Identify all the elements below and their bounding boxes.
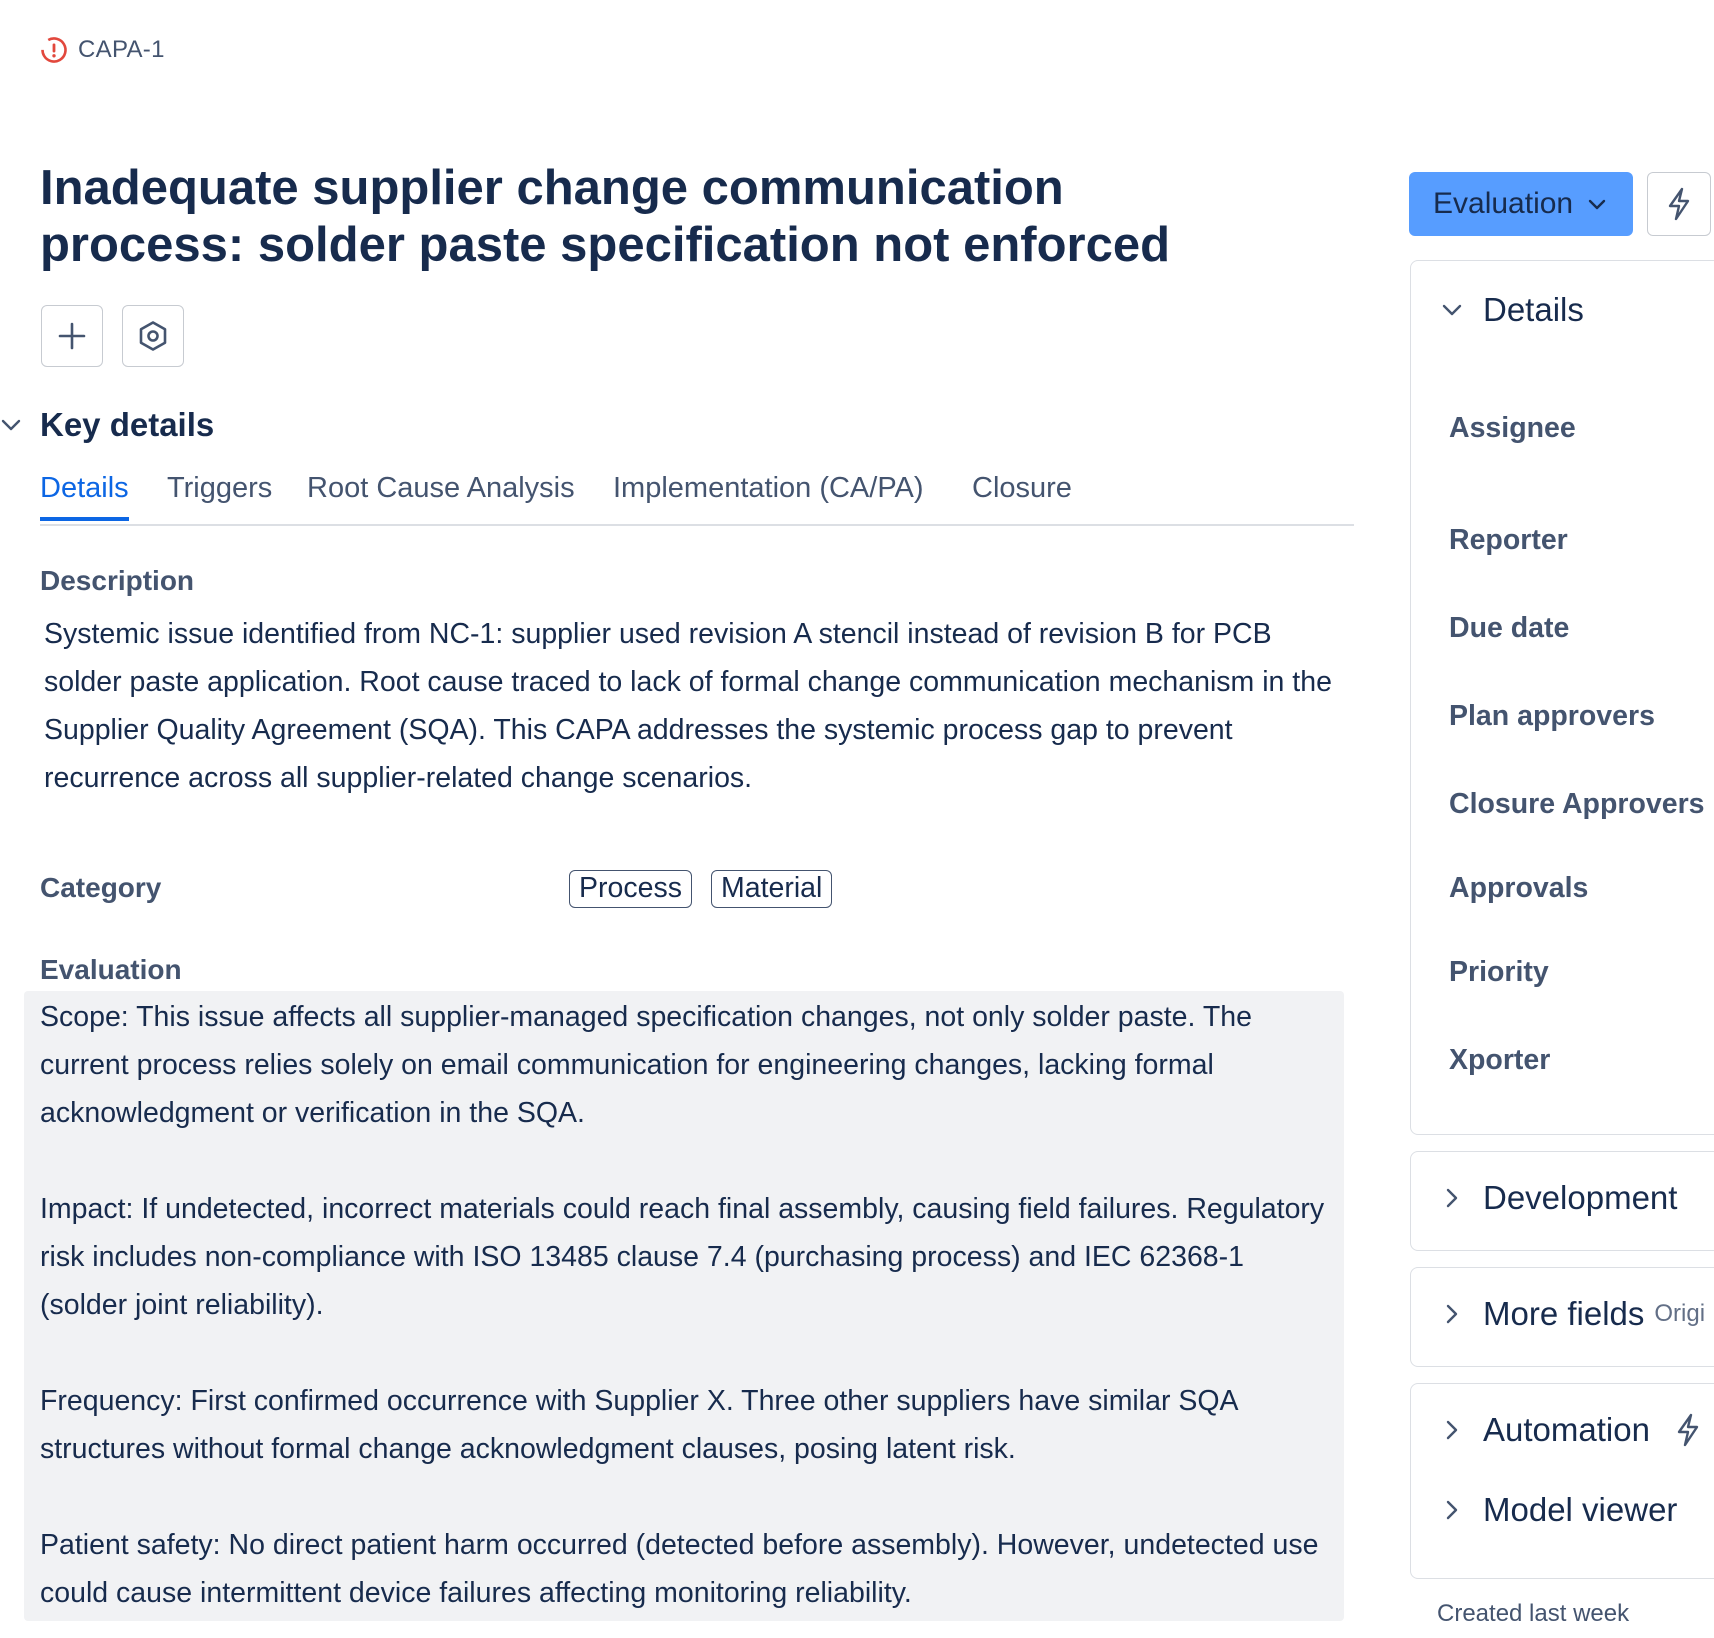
issue-title[interactable]: Inadequate supplier change communication process: solder paste specification not enforced — [40, 161, 1171, 272]
tab-triggers[interactable]: Triggers — [167, 472, 273, 504]
field-label-closure-approvers: Closure Approvers — [1449, 788, 1705, 820]
tab-root-cause-analysis[interactable]: Root Cause Analysis — [307, 472, 575, 504]
tab-list — [40, 470, 1354, 526]
chevron-right-icon — [1441, 1303, 1463, 1325]
tab-implementation[interactable]: Implementation (CA/PA) — [613, 472, 924, 504]
automation-panel-header[interactable] — [1441, 1411, 1702, 1449]
tab-details[interactable]: Details — [40, 472, 129, 521]
issue-type-icon — [40, 36, 68, 64]
chevron-down-icon — [1441, 299, 1463, 321]
more-fields-panel — [1410, 1267, 1714, 1367]
tab-closure[interactable]: Closure — [972, 472, 1072, 504]
more-fields-panel-title: More fields — [1483, 1295, 1645, 1332]
breadcrumb[interactable] — [40, 36, 165, 64]
chevron-right-icon — [1441, 1419, 1463, 1441]
automation-panel-title: Automation — [1483, 1411, 1650, 1448]
chevron-down-icon[interactable] — [0, 414, 22, 436]
field-label-assignee: Assignee — [1449, 412, 1576, 444]
description-label: Description — [40, 565, 195, 596]
created-timestamp: Created last week — [1437, 1600, 1630, 1627]
development-panel-title: Development — [1483, 1179, 1678, 1216]
automation-panel — [1410, 1383, 1714, 1579]
model-viewer-panel-title: Model viewer — [1483, 1491, 1678, 1528]
model-viewer-panel-header[interactable] — [1441, 1491, 1677, 1529]
evaluation-label: Evaluation — [40, 954, 182, 985]
more-fields-panel-header[interactable] — [1441, 1295, 1705, 1333]
evaluation-text: Scope: This issue affects all supplier-managed specification changes, not only solder paste. The current process relies solely on email communication for engineering changes, lacking formal acknowledgment or verification in the SQA. Impact: If undetected, incorrect materials could reach final assembly, causing field failures. Regulatory risk includes non-compliance with ISO 13485 clause 7.4 (purchasing process) and IEC 62368-1 (solder joint reliability). Frequency: First confirmed occurrence with Supplier X. Three other suppliers have similar SQA structures without formal change acknowledgment clauses, posing latent risk. Patient safety: No direct patient harm occurred (detected before assembly). However, undetected use could cause intermittent device failures affecting monitoring reliability. — [40, 1001, 1325, 1609]
description-text[interactable]: Systemic issue identified from NC-1: supplier used revision A stencil instead of revision B for PCB solder paste application. Root cause traced to lack of formal change communication mechanism in the Supplier Quality Agreement (SQA). This CAPA addresses the systemic process gap to prevent recurrence across all supplier-related change scenarios. — [44, 618, 1332, 794]
evaluation-field[interactable] — [24, 991, 1344, 1621]
category-tag-process[interactable]: Process — [569, 870, 692, 908]
field-label-due-date: Due date — [1449, 612, 1570, 644]
field-label-approvals: Approvals — [1449, 872, 1589, 904]
lightning-icon — [1674, 1413, 1702, 1447]
hexagon-settings-icon — [137, 320, 169, 352]
field-label-priority: Priority — [1449, 956, 1549, 988]
automation-button[interactable] — [1647, 172, 1711, 236]
chevron-down-icon — [1587, 194, 1607, 214]
field-label-plan-approvers: Plan approvers — [1449, 700, 1655, 732]
lightning-icon — [1664, 187, 1694, 221]
issue-key[interactable]: CAPA-1 — [78, 36, 165, 63]
development-panel-header[interactable] — [1441, 1179, 1677, 1217]
field-label-reporter: Reporter — [1449, 524, 1568, 556]
status-label: Evaluation — [1433, 187, 1574, 220]
plus-icon — [57, 321, 87, 351]
category-tag-material[interactable]: Material — [711, 870, 832, 908]
chevron-right-icon — [1441, 1499, 1463, 1521]
field-label-xporter: Xporter — [1449, 1044, 1551, 1076]
status-dropdown-button[interactable] — [1409, 172, 1633, 236]
key-details-heading: Key details — [40, 406, 215, 443]
details-panel-header[interactable] — [1441, 291, 1584, 329]
apps-button[interactable] — [122, 305, 184, 367]
development-panel — [1410, 1151, 1714, 1251]
details-panel — [1410, 260, 1714, 1135]
add-button[interactable] — [41, 305, 103, 367]
category-label: Category — [40, 872, 162, 903]
more-fields-subtitle: Origi — [1654, 1300, 1706, 1327]
chevron-right-icon — [1441, 1187, 1463, 1209]
details-panel-title: Details — [1483, 291, 1584, 328]
